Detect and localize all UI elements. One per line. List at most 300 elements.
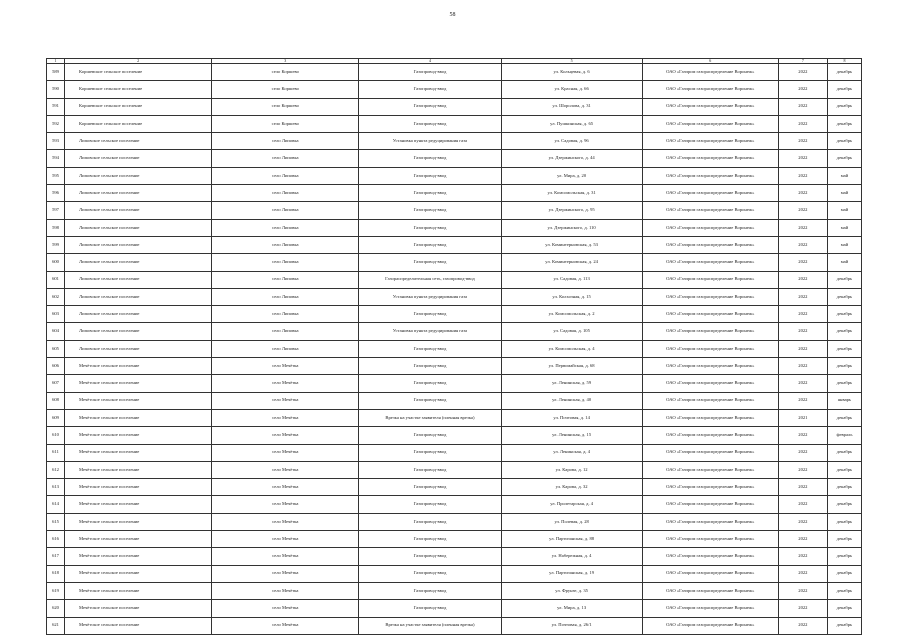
year-cell: 2022 [778,565,827,582]
object-type-cell: Газопровод-ввод [359,531,501,548]
table-row [47,185,862,202]
address-cell: ул. Ленинская, д. 15 [501,427,642,444]
year-cell: 2022 [778,306,827,323]
address-cell: ул. Почтовая, д. 14 [501,409,642,426]
year-cell: 2022 [778,254,827,271]
address-cell: ул. Красная, д. 66 [501,81,642,98]
month-cell: декабрь [827,513,861,530]
settlement-cell: Мечётское сельское поселение [65,600,212,617]
organization-cell: ОАО «Газпром газораспределение Воронеж» [642,236,778,253]
row-number-cell: 589 [47,64,65,81]
year-cell: 2022 [778,185,827,202]
year-cell: 2022 [778,427,827,444]
settlement-cell: Мечётское сельское поселение [65,617,212,634]
object-type-cell: Газопровод-ввод [359,64,501,81]
row-number-cell: 603 [47,306,65,323]
settlement-cell: Коршевское сельское поселение [65,81,212,98]
settlement-cell: Мечётское сельское поселение [65,444,212,461]
row-number-cell: 598 [47,219,65,236]
settlement-cell: Липовское сельское поселение [65,185,212,202]
settlement-cell: Мечётское сельское поселение [65,565,212,582]
settlement-cell: Мечётское сельское поселение [65,479,212,496]
row-number-cell: 606 [47,358,65,375]
locality-cell: село Мечётка [212,582,359,599]
table-row [47,479,862,496]
settlement-cell: Липовское сельское поселение [65,288,212,305]
organization-cell: ОАО «Газпром газораспределение Воронеж» [642,167,778,184]
settlement-cell: Мечётское сельское поселение [65,582,212,599]
address-cell: ул. Первомайская, д. 68 [501,358,642,375]
settlement-cell: Мечётское сельское поселение [65,375,212,392]
year-cell: 2022 [778,167,827,184]
settlement-cell: Липовское сельское поселение [65,150,212,167]
locality-cell: село Мечётка [212,548,359,565]
organization-cell: ОАО «Газпром газораспределение Воронеж» [642,340,778,357]
year-cell: 2022 [778,358,827,375]
locality-cell: село Мечётка [212,427,359,444]
address-cell: ул. Садовая, д. 113 [501,271,642,288]
header-cell-3: 3 [212,59,359,64]
object-type-cell: Установка пункта редуцирования газа [359,133,501,150]
table-row [47,288,862,305]
month-cell: декабрь [827,548,861,565]
object-type-cell: Газопровод-ввод [359,81,501,98]
organization-cell: ОАО «Газпром газораспределение Воронеж» [642,219,778,236]
object-type-cell: Газопровод-ввод [359,461,501,478]
row-number-cell: 596 [47,185,65,202]
locality-cell: село Липовка [212,150,359,167]
year-cell: 2022 [778,496,827,513]
organization-cell: ОАО «Газпром газораспределение Воронеж» [642,531,778,548]
month-cell: декабрь [827,64,861,81]
year-cell: 2022 [778,236,827,253]
object-type-cell: Газопровод-ввод [359,548,501,565]
object-type-cell: Врезка на участке заявителя (пленная врезка) [359,409,501,426]
table-row [47,219,862,236]
month-cell: декабрь [827,150,861,167]
row-number-cell: 615 [47,513,65,530]
locality-cell: село Липовка [212,288,359,305]
table-body [47,64,862,635]
address-cell: ул. Комсомольская, д. 2 [501,306,642,323]
address-cell: ул. Мира, д. 20 [501,167,642,184]
address-cell: ул. Набережная, д. 4 [501,548,642,565]
locality-cell: село Липовка [212,323,359,340]
settlement-cell: Коршевское сельское поселение [65,98,212,115]
month-cell: декабрь [827,323,861,340]
table-row [47,340,862,357]
locality-cell: село Мечётка [212,496,359,513]
month-cell: май [827,254,861,271]
organization-cell: ОАО «Газпром газораспределение Воронеж» [642,133,778,150]
organization-cell: ОАО «Газпром газораспределение Воронеж» [642,617,778,634]
settlement-cell: Липовское сельское поселение [65,236,212,253]
organization-cell: ОАО «Газпром газораспределение Воронеж» [642,479,778,496]
object-type-cell: Установка пункта редуцирования газа [359,323,501,340]
year-cell: 2022 [778,271,827,288]
locality-cell: село Липовка [212,340,359,357]
table-row [47,81,862,98]
address-cell: ул. Кольцевая, д. 6 [501,64,642,81]
address-cell: ул. Коминтерновская, д. 53 [501,236,642,253]
month-cell: декабрь [827,565,861,582]
row-number-cell: 621 [47,617,65,634]
month-cell: декабрь [827,340,861,357]
settlement-cell: Мечётское сельское поселение [65,409,212,426]
locality-cell: село Коршево [212,115,359,132]
locality-cell: село Коршево [212,81,359,98]
locality-cell: село Липовка [212,271,359,288]
organization-cell: ОАО «Газпром газораспределение Воронеж» [642,392,778,409]
table-row [47,409,862,426]
organization-cell: ОАО «Газпром газораспределение Воронеж» [642,444,778,461]
row-number-cell: 620 [47,600,65,617]
month-cell: май [827,167,861,184]
address-cell: ул. Карова, д. 32 [501,479,642,496]
month-cell: декабрь [827,444,861,461]
organization-cell: ОАО «Газпром газораспределение Воронеж» [642,358,778,375]
table-row [47,202,862,219]
address-cell: ул. Ленинская, д. 40 [501,392,642,409]
year-cell: 2022 [778,617,827,634]
row-number-cell: 590 [47,81,65,98]
table-row [47,600,862,617]
year-cell: 2022 [778,375,827,392]
year-cell: 2022 [778,513,827,530]
year-cell: 2022 [778,444,827,461]
month-cell: февраль [827,427,861,444]
locality-cell: село Липовка [212,236,359,253]
object-type-cell: Газопровод-ввод [359,444,501,461]
organization-cell: ОАО «Газпром газораспределение Воронеж» [642,565,778,582]
month-cell: декабрь [827,531,861,548]
row-number-cell: 609 [47,409,65,426]
locality-cell: село Липовка [212,185,359,202]
locality-cell: село Липовка [212,219,359,236]
organization-cell: ОАО «Газпром газораспределение Воронеж» [642,513,778,530]
address-cell: ул. Почтовая, д. 26/1 [501,617,642,634]
locality-cell: село Мечётка [212,375,359,392]
locality-cell: село Мечётка [212,531,359,548]
table-row [47,513,862,530]
table-row [47,565,862,582]
table-row [47,167,862,184]
year-cell: 2022 [778,600,827,617]
object-type-cell: Газопровод-ввод [359,98,501,115]
organization-cell: ОАО «Газпром газораспределение Воронеж» [642,409,778,426]
settlement-cell: Мечётское сельское поселение [65,358,212,375]
month-cell: декабрь [827,306,861,323]
table-row [47,427,862,444]
month-cell: декабрь [827,98,861,115]
locality-cell: село Липовка [212,133,359,150]
locality-cell: село Мечётка [212,479,359,496]
month-cell: май [827,202,861,219]
table-row [47,392,862,409]
settlement-cell: Мечётское сельское поселение [65,392,212,409]
organization-cell: ОАО «Газпром газораспределение Воронеж» [642,375,778,392]
table-row [47,444,862,461]
address-cell: ул. Коминтерновская, д. 24 [501,254,642,271]
object-type-cell: Газопровод-ввод [359,306,501,323]
table-row [47,548,862,565]
month-cell: январь [827,392,861,409]
header-cell-1: 1 [47,59,65,64]
address-cell: ул. Карова, д. 12 [501,461,642,478]
table-row [47,271,862,288]
row-number-cell: 608 [47,392,65,409]
locality-cell: село Мечётка [212,409,359,426]
settlement-cell: Липовское сельское поселение [65,271,212,288]
object-type-cell: Газопровод-ввод [359,582,501,599]
address-cell: ул. Пушкинская, д. 65 [501,115,642,132]
object-type-cell: Газопровод-ввод [359,565,501,582]
row-number-cell: 614 [47,496,65,513]
row-number-cell: 591 [47,98,65,115]
month-cell: декабрь [827,600,861,617]
address-cell: ул. Дзержинского, д. 110 [501,219,642,236]
row-number-cell: 610 [47,427,65,444]
organization-cell: ОАО «Газпром газораспределение Воронеж» [642,115,778,132]
settlement-cell: Липовское сельское поселение [65,306,212,323]
address-cell: ул. Шоролова, д. 31 [501,98,642,115]
object-type-cell: Газопровод-ввод [359,600,501,617]
organization-cell: ОАО «Газпром газораспределение Воронеж» [642,98,778,115]
header-cell-7: 7 [778,59,827,64]
year-cell: 2022 [778,340,827,357]
row-number-cell: 600 [47,254,65,271]
table-row [47,461,862,478]
year-cell: 2022 [778,461,827,478]
object-type-cell: Газопровод-ввод [359,236,501,253]
object-type-cell: Установка пункта редуцирования газа [359,288,501,305]
object-type-cell: Газопровод-ввод [359,358,501,375]
row-number-cell: 618 [47,565,65,582]
settlement-cell: Липовское сельское поселение [65,254,212,271]
year-cell: 2022 [778,531,827,548]
locality-cell: село Коршево [212,98,359,115]
table-row [47,115,862,132]
address-cell: ул. Ленинская, д. 59 [501,375,642,392]
object-type-cell: Врезка на участке заявителя (пленная врезка) [359,617,501,634]
address-cell: ул. Колхозная, д. 15 [501,288,642,305]
address-cell: ул. Партизанская, д. 19 [501,565,642,582]
address-cell: ул. Садовая, д. 105 [501,323,642,340]
table-row [47,582,862,599]
gasification-table [46,58,862,635]
object-type-cell: Газопровод-ввод [359,115,501,132]
table-row [47,64,862,81]
locality-cell: село Мечётка [212,444,359,461]
organization-cell: ОАО «Газпром газораспределение Воронеж» [642,185,778,202]
row-number-cell: 604 [47,323,65,340]
month-cell: декабрь [827,271,861,288]
organization-cell: ОАО «Газпром газораспределение Воронеж» [642,496,778,513]
settlement-cell: Коршевское сельское поселение [65,64,212,81]
year-cell: 2022 [778,81,827,98]
organization-cell: ОАО «Газпром газораспределение Воронеж» [642,427,778,444]
year-cell: 2022 [778,323,827,340]
month-cell: май [827,219,861,236]
address-cell: ул. Садовая, д. 96 [501,133,642,150]
organization-cell: ОАО «Газпром газораспределение Воронеж» [642,254,778,271]
year-cell: 2022 [778,219,827,236]
object-type-cell: Газопровод-ввод [359,202,501,219]
month-cell: декабрь [827,617,861,634]
settlement-cell: Липовское сельское поселение [65,323,212,340]
settlement-cell: Липовское сельское поселение [65,133,212,150]
year-cell: 2021 [778,409,827,426]
row-number-cell: 611 [47,444,65,461]
row-number-cell: 601 [47,271,65,288]
settlement-cell: Мечётское сельское поселение [65,496,212,513]
header-cell-4: 4 [359,59,501,64]
row-number-cell: 616 [47,531,65,548]
settlement-cell: Липовское сельское поселение [65,167,212,184]
month-cell: декабрь [827,582,861,599]
month-cell: май [827,185,861,202]
object-type-cell: Газопровод-ввод [359,392,501,409]
table-row [47,236,862,253]
table-row [47,358,862,375]
address-cell: ул. Фрунзе, д. 35 [501,582,642,599]
table-row [47,531,862,548]
year-cell: 2022 [778,202,827,219]
page-number: 58 [449,12,456,18]
month-cell: декабрь [827,461,861,478]
settlement-cell: Липовское сельское поселение [65,219,212,236]
settlement-cell: Мечётское сельское поселение [65,513,212,530]
organization-cell: ОАО «Газпром газораспределение Воронеж» [642,64,778,81]
year-cell: 2022 [778,288,827,305]
organization-cell: ОАО «Газпром газораспределение Воронеж» [642,271,778,288]
object-type-cell: Газопровод-ввод [359,340,501,357]
month-cell: декабрь [827,375,861,392]
address-cell: ул. Мира, д. 13 [501,600,642,617]
table-row [47,323,862,340]
organization-cell: ОАО «Газпром газораспределение Воронеж» [642,461,778,478]
row-number-cell: 599 [47,236,65,253]
month-cell: декабрь [827,81,861,98]
table-row [47,375,862,392]
address-cell: ул. Ленинская, д. 4 [501,444,642,461]
locality-cell: село Коршево [212,64,359,81]
object-type-cell: Газопровод-ввод [359,254,501,271]
address-cell: ул. Полевая, д. 28 [501,513,642,530]
locality-cell: село Липовка [212,202,359,219]
address-cell: ул. Дзержинского, д. 95 [501,202,642,219]
row-number-cell: 613 [47,479,65,496]
organization-cell: ОАО «Газпром газораспределение Воронеж» [642,81,778,98]
table-row [47,306,862,323]
year-cell: 2022 [778,133,827,150]
locality-cell: село Липовка [212,306,359,323]
address-cell: ул. Дзержинского, д. 44 [501,150,642,167]
table-row [47,133,862,150]
settlement-cell: Липовское сельское поселение [65,202,212,219]
locality-cell: село Липовка [212,254,359,271]
organization-cell: ОАО «Газпром газораспределение Воронеж» [642,202,778,219]
settlement-cell: Мечётское сельское поселение [65,548,212,565]
month-cell: декабрь [827,358,861,375]
organization-cell: ОАО «Газпром газораспределение Воронеж» [642,548,778,565]
year-cell: 2022 [778,64,827,81]
object-type-cell: Газопровод-ввод [359,513,501,530]
row-number-cell: 619 [47,582,65,599]
header-cell-6: 6 [642,59,778,64]
locality-cell: село Мечётка [212,565,359,582]
settlement-cell: Мечётское сельское поселение [65,531,212,548]
row-number-cell: 594 [47,150,65,167]
object-type-cell: Газопровод-ввод [359,427,501,444]
year-cell: 2022 [778,392,827,409]
organization-cell: ОАО «Газпром газораспределение Воронеж» [642,150,778,167]
year-cell: 2022 [778,582,827,599]
address-cell: ул. Комсомольская, д. 4 [501,340,642,357]
month-cell: декабрь [827,288,861,305]
header-cell-2: 2 [65,59,212,64]
row-number-cell: 607 [47,375,65,392]
month-cell: декабрь [827,133,861,150]
organization-cell: ОАО «Газпром газораспределение Воронеж» [642,306,778,323]
locality-cell: село Мечётка [212,617,359,634]
year-cell: 2022 [778,98,827,115]
settlement-cell: Коршевское сельское поселение [65,115,212,132]
settlement-cell: Мечётское сельское поселение [65,427,212,444]
row-number-cell: 597 [47,202,65,219]
row-number-cell: 593 [47,133,65,150]
locality-cell: село Мечётка [212,513,359,530]
organization-cell: ОАО «Газпром газораспределение Воронеж» [642,323,778,340]
locality-cell: село Мечётка [212,461,359,478]
organization-cell: ОАО «Газпром газораспределение Воронеж» [642,600,778,617]
locality-cell: село Мечётка [212,358,359,375]
address-cell: ул. Пролетарская, д. 4 [501,496,642,513]
table-row [47,254,862,271]
row-number-cell: 595 [47,167,65,184]
month-cell: декабрь [827,496,861,513]
year-cell: 2022 [778,548,827,565]
address-cell: ул. Комсомольская, д. 31 [501,185,642,202]
row-number-cell: 612 [47,461,65,478]
object-type-cell: Газопровод-ввод [359,479,501,496]
object-type-cell: Газопровод-ввод [359,219,501,236]
header-cell-8: 8 [827,59,861,64]
address-cell: ул. Партизанская, д. 88 [501,531,642,548]
settlement-cell: Мечётское сельское поселение [65,461,212,478]
table-row [47,98,862,115]
object-type-cell: Газопровод-ввод [359,185,501,202]
locality-cell: село Мечётка [212,392,359,409]
object-type-cell: Газораспределительная сеть, газопровод-ввод [359,271,501,288]
month-cell: декабрь [827,115,861,132]
object-type-cell: Газопровод-ввод [359,150,501,167]
year-cell: 2022 [778,115,827,132]
row-number-cell: 605 [47,340,65,357]
row-number-cell: 602 [47,288,65,305]
table-row [47,150,862,167]
row-number-cell: 617 [47,548,65,565]
organization-cell: ОАО «Газпром газораспределение Воронеж» [642,582,778,599]
object-type-cell: Газопровод-ввод [359,496,501,513]
locality-cell: село Липовка [212,167,359,184]
settlement-cell: Липовское сельское поселение [65,340,212,357]
table-row [47,496,862,513]
organization-cell: ОАО «Газпром газораспределение Воронеж» [642,288,778,305]
year-cell: 2022 [778,150,827,167]
month-cell: май [827,236,861,253]
row-number-cell: 592 [47,115,65,132]
